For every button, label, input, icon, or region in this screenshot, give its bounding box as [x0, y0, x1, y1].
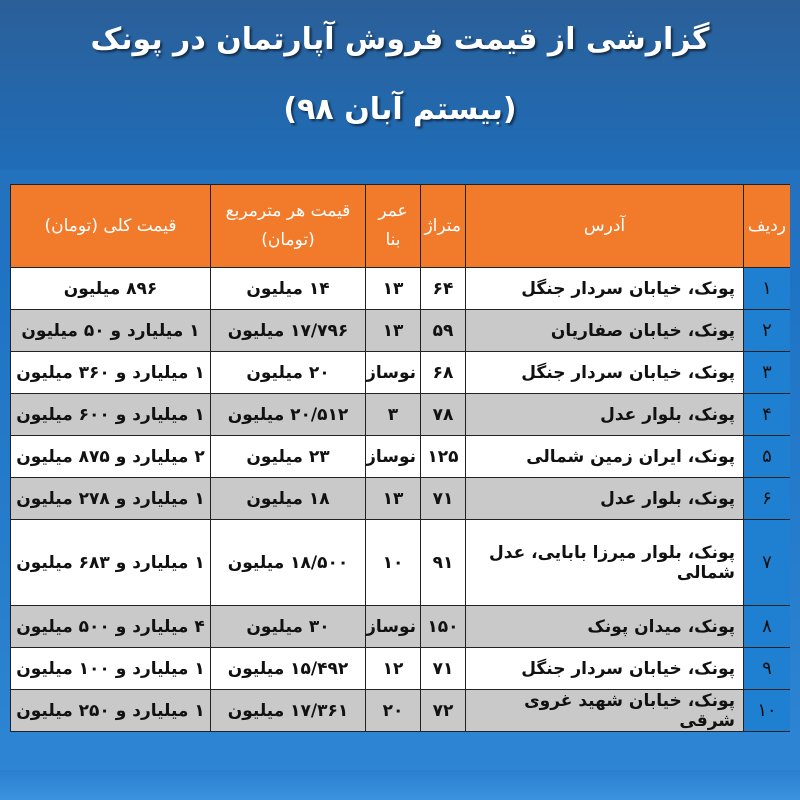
column-header-total-price: قیمت کلی (تومان) — [11, 185, 211, 268]
row-total-price: ۸۹۶ میلیون — [11, 268, 211, 310]
table-row — [11, 520, 791, 606]
row-price-per-meter: ۲۳ میلیون — [211, 436, 366, 478]
row-index: ۴ — [744, 394, 791, 436]
row-index: ۲ — [744, 310, 791, 352]
table-row — [11, 690, 791, 732]
row-area: ۷۸ — [421, 394, 466, 436]
table-row — [11, 268, 791, 310]
row-index: ۷ — [744, 520, 791, 606]
row-area: ۵۹ — [421, 310, 466, 352]
table-row — [11, 648, 791, 690]
row-building-age: ۲۰ — [366, 690, 421, 732]
row-building-age: ۱۳ — [366, 268, 421, 310]
row-total-price: ۲ میلیارد و ۸۷۵ میلیون — [11, 436, 211, 478]
row-index: ۱ — [744, 268, 791, 310]
row-building-age: نوساز — [366, 352, 421, 394]
row-area: ۷۲ — [421, 690, 466, 732]
table-row — [11, 394, 791, 436]
price-table-container — [10, 184, 790, 734]
row-building-age: نوساز — [366, 436, 421, 478]
row-total-price: ۱ میلیارد و ۲۷۸ میلیون — [11, 478, 211, 520]
row-total-price: ۱ میلیارد و ۱۰۰ میلیون — [11, 648, 211, 690]
column-header-price-per-meter: قیمت هر مترمربع (تومان) — [211, 185, 366, 268]
row-address: پونک، بلوار عدل — [466, 478, 744, 520]
row-area: ۱۲۵ — [421, 436, 466, 478]
column-header-index: ردیف — [744, 185, 791, 268]
row-building-age: نوساز — [366, 606, 421, 648]
row-total-price: ۱ میلیارد و ۳۶۰ میلیون — [11, 352, 211, 394]
row-price-per-meter: ۱۵/۴۹۲ میلیون — [211, 648, 366, 690]
row-index: ۶ — [744, 478, 791, 520]
bottom-band — [0, 770, 800, 800]
row-area: ۷۱ — [421, 478, 466, 520]
row-price-per-meter: ۲۰ میلیون — [211, 352, 366, 394]
row-price-per-meter: ۱۸ میلیون — [211, 478, 366, 520]
row-price-per-meter: ۱۷/۳۶۱ میلیون — [211, 690, 366, 732]
column-header-address: آدرس — [466, 185, 744, 268]
row-address: پونک، ایران زمین شمالی — [466, 436, 744, 478]
page-subtitle: (بیستم آبان ۹۸) — [283, 92, 517, 127]
column-header-age: عمر بنا — [366, 185, 421, 268]
row-price-per-meter: ۱۷/۷۹۶ میلیون — [211, 310, 366, 352]
table-row — [11, 436, 791, 478]
row-building-age: ۱۰ — [366, 520, 421, 606]
row-building-age: ۱۳ — [366, 310, 421, 352]
table-row — [11, 310, 791, 352]
row-total-price: ۴ میلیارد و ۵۰۰ میلیون — [11, 606, 211, 648]
column-header-area: متراژ — [421, 185, 466, 268]
row-area: ۱۵۰ — [421, 606, 466, 648]
row-building-age: ۱۲ — [366, 648, 421, 690]
row-price-per-meter: ۱۴ میلیون — [211, 268, 366, 310]
row-total-price: ۱ میلیارد و ۶۰۰ میلیون — [11, 394, 211, 436]
row-building-age: ۳ — [366, 394, 421, 436]
row-address: پونک، خیابان صفاریان — [466, 310, 744, 352]
row-index: ۱۰ — [744, 690, 791, 732]
row-address: پونک، بلوار عدل — [466, 394, 744, 436]
row-address: پونک، خیابان سردار جنگل — [466, 352, 744, 394]
row-area: ۶۴ — [421, 268, 466, 310]
row-building-age: ۱۳ — [366, 478, 421, 520]
price-table — [10, 184, 790, 732]
table-row — [11, 478, 791, 520]
row-index: ۸ — [744, 606, 791, 648]
row-address: پونک، بلوار میرزا بابایی، عدل شمالی — [466, 520, 744, 606]
row-address: پونک، خیابان سردار جنگل — [466, 648, 744, 690]
row-price-per-meter: ۳۰ میلیون — [211, 606, 366, 648]
row-price-per-meter: ۲۰/۵۱۲ میلیون — [211, 394, 366, 436]
row-address: پونک، خیابان سردار جنگل — [466, 268, 744, 310]
row-address: پونک، میدان پونک — [466, 606, 744, 648]
row-total-price: ۱ میلیارد و ۵۰ میلیون — [11, 310, 211, 352]
row-area: ۹۱ — [421, 520, 466, 606]
row-total-price: ۱ میلیارد و ۶۸۳ میلیون — [11, 520, 211, 606]
row-area: ۶۸ — [421, 352, 466, 394]
row-index: ۹ — [744, 648, 791, 690]
table-row — [11, 352, 791, 394]
row-index: ۵ — [744, 436, 791, 478]
row-total-price: ۱ میلیارد و ۲۵۰ میلیون — [11, 690, 211, 732]
row-index: ۳ — [744, 352, 791, 394]
row-address: پونک، خیابان شهید غروی شرقی — [466, 690, 744, 732]
page-title: گزارشی از قیمت فروش آپارتمان در پونک — [90, 22, 710, 57]
row-area: ۷۱ — [421, 648, 466, 690]
table-header-row — [11, 185, 791, 268]
row-price-per-meter: ۱۸/۵۰۰ میلیون — [211, 520, 366, 606]
table-row — [11, 606, 791, 648]
